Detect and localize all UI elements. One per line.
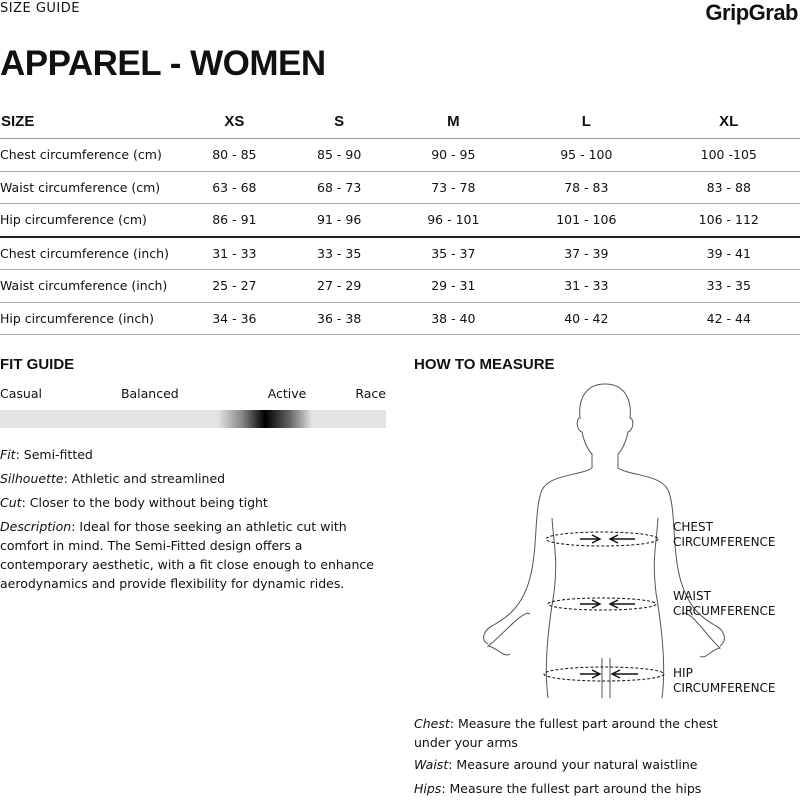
table-cell: 29 - 31 [392,270,516,303]
table-cell: 100 -105 [658,139,800,172]
table-cell: 39 - 41 [658,237,800,270]
table-cell: 68 - 73 [287,171,392,204]
table-cell: 90 - 95 [392,139,516,172]
chest-label: CHEST CIRCUMFERENCE [673,520,776,549]
table-row [0,204,800,237]
table-cell: 63 - 68 [182,171,287,204]
chest-measure-line [546,532,658,546]
row-label: Hip circumference (cm) [0,204,182,237]
description-line: Description: Ideal for those seeking an athletic cut with comfort in mind. The Semi-Fitted design offers a contemporary aesthetic, with a fit close enough to enhance aerodynamics and provide flexibility for dynamic rides. [0,519,374,591]
row-label: Hip circumference (inch) [0,302,182,335]
table-cell: 83 - 88 [658,171,800,204]
table-cell: 95 - 100 [515,139,657,172]
table-cell: 25 - 27 [182,270,287,303]
table-cell: 33 - 35 [287,237,392,270]
table-row [0,237,800,270]
table-cell: 101 - 106 [515,204,657,237]
table-cell: 80 - 85 [182,139,287,172]
hip-label: HIP CIRCUMFERENCE [673,666,776,695]
fit-guide-heading: FIT GUIDE [0,356,75,373]
table-cell: 38 - 40 [392,302,516,335]
silhouette-line: Silhouette: Athletic and streamlined [0,471,226,486]
row-label: Waist circumference (inch) [0,270,182,303]
fit-scale-casual: Casual [0,386,42,401]
table-cell: 36 - 38 [287,302,392,335]
table-cell: 96 - 101 [392,204,516,237]
table-header-row [0,104,800,139]
chest-instruction: Chest: Measure the fullest part around the chest under your arms [414,716,718,750]
table-row [0,302,800,335]
table-cell: 42 - 44 [658,302,800,335]
measure-lines [540,520,670,710]
table-cell: 85 - 90 [287,139,392,172]
fit-line: Fit: Semi-fitted [0,447,93,462]
table-cell: 31 - 33 [515,270,657,303]
waist-measure-line [548,598,656,610]
waist-label: WAIST CIRCUMFERENCE [673,589,776,618]
section-label: SIZE GUIDE [0,1,80,16]
fit-scale-active: Active [267,386,307,401]
size-table [0,104,800,335]
table-cell: 31 - 33 [182,237,287,270]
table-cell: 78 - 83 [515,171,657,204]
table-cell: 34 - 36 [182,302,287,335]
page-title: APPAREL - WOMEN [0,44,326,83]
hips-instruction: Hips: Measure the fullest part around the hips [414,781,702,796]
table-cell: 37 - 39 [515,237,657,270]
row-label: Chest circumference (cm) [0,139,182,172]
table-row [0,171,800,204]
table-cell: 35 - 37 [392,237,516,270]
table-cell: 27 - 29 [287,270,392,303]
fit-scale-race: Race [355,386,386,401]
column-header-s: S [287,104,392,139]
table-row [0,270,800,303]
how-to-measure-heading: HOW TO MEASURE [414,356,555,373]
brand-logo: GripGrab [705,0,798,25]
waist-instruction: Waist: Measure around your natural waistline [414,757,698,772]
fit-scale-balanced: Balanced [120,386,179,401]
column-header-xs: XS [182,104,287,139]
fit-scale-bar [0,410,386,428]
column-header-xl: XL [658,104,800,139]
column-header-l: L [515,104,657,139]
cut-line: Cut: Closer to the body without being tight [0,495,268,510]
row-label: Waist circumference (cm) [0,171,182,204]
table-cell: 91 - 96 [287,204,392,237]
row-label: Chest circumference (inch) [0,237,182,270]
column-header-m: M [392,104,516,139]
table-cell: 86 - 91 [182,204,287,237]
table-cell: 40 - 42 [515,302,657,335]
table-cell: 106 - 112 [658,204,800,237]
column-header-size: SIZE [0,104,182,139]
fit-scale-labels [0,386,386,401]
table-cell: 33 - 35 [658,270,800,303]
table-row [0,139,800,172]
hip-measure-line [544,667,664,681]
table-cell: 73 - 78 [392,171,516,204]
